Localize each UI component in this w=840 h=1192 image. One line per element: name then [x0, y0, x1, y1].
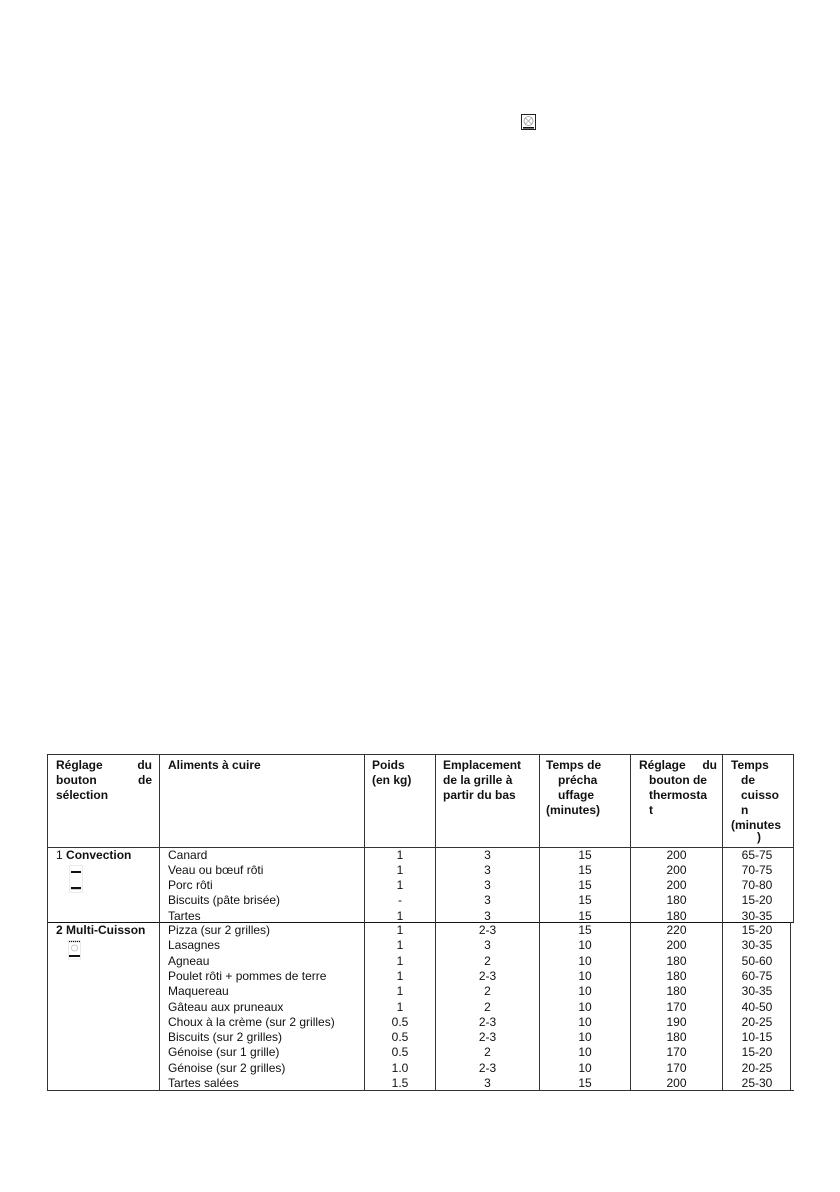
cell-weight: 1.5: [391, 1076, 409, 1090]
cell-preheat-time: 10: [578, 1014, 592, 1029]
cell-thermostat: 180: [666, 968, 687, 983]
cell-weight: 1: [396, 938, 404, 953]
cell-thermostat: 200: [666, 847, 687, 862]
cell-weight: 1: [396, 878, 404, 893]
header-text: du: [137, 758, 152, 772]
cell-cooking-time: 15-20: [741, 893, 773, 908]
cell-preheat-time: 15: [578, 878, 592, 893]
cell-weight: 0.5: [391, 1014, 409, 1029]
cell-thermostat: 190: [666, 1014, 687, 1029]
cell-rack-position: 3: [484, 878, 491, 893]
header-weight: [372, 758, 432, 788]
header-text: Emplacement: [443, 758, 522, 772]
cell-preheat-time: 10: [578, 999, 592, 1014]
cell-cooking-time: 30-35: [741, 938, 773, 953]
cell-cooking-time: 25-30: [741, 1076, 773, 1090]
cell-weight: 0.5: [391, 1030, 409, 1045]
cell-thermostat: 180: [666, 1030, 687, 1045]
col-border: [793, 754, 794, 923]
header-text: Poids: [372, 758, 405, 772]
cell-preheat-time: 10: [578, 984, 592, 999]
header-text: cuisso: [741, 788, 780, 802]
cell-food: Agneau: [168, 953, 210, 968]
cell-rack-position: 3: [484, 908, 491, 923]
cell-food: Maquereau: [168, 984, 229, 999]
cell-rack-position: 2-3: [478, 968, 497, 983]
col-border: [47, 754, 48, 1091]
cell-preheat-time: 10: [578, 953, 592, 968]
cell-food: Génoise (sur 2 grilles): [168, 1060, 286, 1075]
convection-icon: [69, 865, 83, 893]
cell-weight: 1.0: [391, 1060, 409, 1075]
cell-thermostat: 200: [666, 878, 687, 893]
cell-cooking-time: 60-75: [741, 968, 773, 983]
header-preheat-time: [546, 758, 626, 818]
cell-cooking-time: 30-35: [741, 908, 773, 923]
cell-thermostat: 200: [666, 1076, 687, 1090]
cell-food: Veau ou bœuf rôti: [168, 862, 264, 877]
cell-food: Tartes: [168, 908, 201, 923]
cell-preheat-time: 15: [578, 847, 592, 862]
cell-thermostat: 170: [666, 1045, 687, 1060]
header-text: partir du bas: [443, 788, 516, 802]
cell-food: Choux à la crème (sur 2 grilles): [168, 1014, 335, 1029]
header-selection-knob: [56, 758, 152, 803]
cell-cooking-time: 20-25: [741, 1060, 773, 1075]
cell-cooking-time: 70-80: [741, 878, 773, 893]
header-text: de: [741, 773, 756, 787]
cell-thermostat: 180: [666, 908, 687, 923]
cell-food: Biscuits (pâte brisée): [168, 893, 281, 908]
header-text: thermosta: [649, 788, 708, 802]
cell-cooking-time: 15-20: [741, 923, 773, 937]
cell-rack-position: 3: [484, 893, 491, 908]
cell-food: Tartes salées: [168, 1076, 239, 1090]
cell-rack-position: 2-3: [478, 1030, 497, 1045]
header-text: n: [741, 803, 749, 817]
cell-weight: 1: [396, 968, 404, 983]
cell-preheat-time: 10: [578, 968, 592, 983]
cell-thermostat: 170: [666, 999, 687, 1014]
cell-rack-position: 2-3: [478, 923, 497, 937]
cell-weight: 0.5: [391, 1045, 409, 1060]
cell-preheat-time: 15: [578, 908, 592, 923]
cell-food: Lasagnes: [168, 938, 221, 953]
group-number: 2: [56, 923, 63, 937]
cell-cooking-time: 70-75: [741, 862, 773, 877]
cell-rack-position: 2-3: [478, 1060, 497, 1075]
cell-weight: 1: [396, 908, 404, 923]
header-text: bouton: [56, 773, 97, 787]
header-text: Réglage: [56, 758, 103, 772]
group-number: 1: [56, 848, 63, 862]
header-text: ): [757, 830, 761, 844]
cell-cooking-time: 20-25: [741, 1014, 773, 1029]
cell-cooking-time: 50-60: [741, 953, 773, 968]
multi-cooking-icon: [67, 940, 82, 960]
cell-rack-position: 2: [484, 984, 491, 999]
cell-thermostat: 180: [666, 893, 687, 908]
group-label-multi-cooking: [56, 923, 161, 938]
cell-rack-position: 3: [484, 847, 491, 862]
cell-thermostat: 170: [666, 1060, 687, 1075]
cell-rack-position: 3: [484, 938, 491, 953]
cell-weight: 1: [396, 923, 404, 937]
cell-cooking-time: 65-75: [741, 847, 773, 862]
cell-preheat-time: 15: [578, 1076, 592, 1090]
cell-weight: 1: [396, 862, 404, 877]
cell-thermostat: 180: [666, 984, 687, 999]
cell-rack-position: 2-3: [478, 1014, 497, 1029]
header-cooking-time: [731, 758, 793, 845]
header-thermostat: [639, 758, 717, 818]
cooking-table: [47, 754, 794, 1090]
header-text: du: [702, 758, 717, 772]
cell-weight: -: [398, 893, 402, 908]
oven-fan-icon: [521, 114, 536, 130]
cell-food: Gâteau aux pruneaux: [168, 999, 284, 1014]
cell-weight: 1: [396, 953, 404, 968]
cell-rack-position: 3: [484, 1076, 491, 1090]
header-text: Temps: [731, 758, 769, 772]
cell-cooking-time: 40-50: [741, 999, 773, 1014]
cell-rack-position: 2: [484, 1045, 491, 1060]
header-text: (minutes): [546, 803, 600, 817]
cell-cooking-time: 10-15: [741, 1030, 773, 1045]
cell-cooking-time: 30-35: [741, 984, 773, 999]
header-food: Aliments à cuire: [168, 758, 261, 772]
header-text: précha: [558, 773, 598, 787]
cell-preheat-time: 10: [578, 1060, 592, 1075]
header-text: de: [137, 773, 152, 787]
cell-preheat-time: 15: [578, 893, 592, 908]
cell-thermostat: 220: [666, 923, 687, 937]
group-label-convection: [56, 848, 156, 863]
cell-food: Biscuits (sur 2 grilles): [168, 1030, 283, 1045]
header-text: uffage: [558, 788, 594, 802]
header-text: de la grille à: [443, 773, 513, 787]
group-name: Multi-Cuisson: [66, 923, 146, 937]
cell-rack-position: 3: [484, 862, 491, 877]
cell-food: Porc rôti: [168, 878, 213, 893]
cell-thermostat: 180: [666, 953, 687, 968]
group-name: Convection: [66, 848, 132, 862]
header-text: (minutes: [731, 818, 782, 832]
cell-cooking-time: 15-20: [741, 1045, 773, 1060]
cell-weight: 1: [396, 984, 404, 999]
cell-preheat-time: 10: [578, 1045, 592, 1060]
header-rack-position: [443, 758, 538, 803]
cell-rack-position: 2: [484, 999, 491, 1014]
cell-thermostat: 200: [666, 862, 687, 877]
header-text: Réglage: [639, 758, 686, 772]
cell-preheat-time: 15: [578, 923, 592, 937]
cell-thermostat: 200: [666, 938, 687, 953]
header-text: Temps de: [546, 758, 602, 772]
cell-food: Canard: [168, 847, 208, 862]
header-text: t: [649, 803, 653, 817]
cell-weight: 1: [396, 999, 404, 1014]
cell-preheat-time: 10: [578, 1030, 592, 1045]
header-text: (en kg): [372, 773, 412, 787]
cell-weight: 1: [396, 847, 404, 862]
header-text: bouton de: [649, 773, 707, 787]
cell-food: Génoise (sur 1 grille): [168, 1045, 280, 1060]
cell-food: Pizza (sur 2 grilles): [168, 923, 271, 937]
cell-food: Poulet rôti + pommes de terre: [168, 968, 327, 983]
cell-rack-position: 2: [484, 953, 491, 968]
cell-preheat-time: 10: [578, 938, 592, 953]
header-text: sélection: [56, 788, 109, 802]
cell-preheat-time: 15: [578, 862, 592, 877]
